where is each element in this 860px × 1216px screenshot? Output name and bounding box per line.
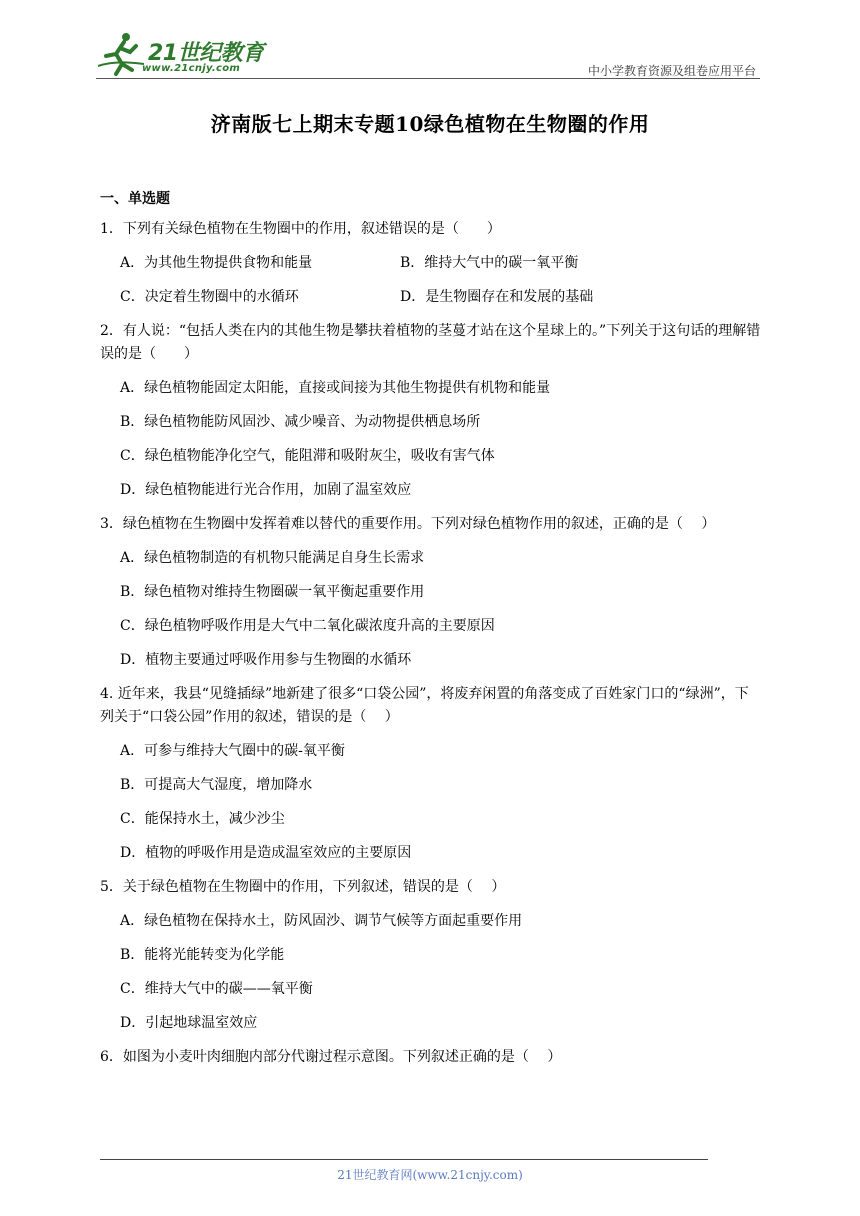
options [100,241,762,309]
option-b: B．绿色植物对维持生物圈碳一氧平衡起重要作用 [120,584,425,600]
section-heading: 一、单选题 [100,191,170,207]
question-stem: 5．关于绿色植物在生物圈中的作用，下列叙述，错误的是（ ） [100,879,506,895]
document-title: 济南版七上期末专题10绿色植物在生物圈的作用 [210,112,650,136]
option-a: A．为其他生物提供食物和能量 [120,255,313,271]
question-1 [100,218,762,309]
option-d: D．引起地球温室效应 [120,1015,258,1031]
question-stem: 4. 近年来，我县“见缝插绿”地新建了很多“口袋公园”，将废弃闲置的角落变成了百姓家门口的“绿洲”，下列关于“口袋公园”作用的叙述，错误的是（ ） [100,686,749,725]
footer-divider [100,1159,708,1160]
logo [96,30,266,78]
platform-label: 中小学教育资源及组卷应用平台 [587,64,756,78]
page-footer: 21世纪教育网(www.21cnjy.com) [337,1168,523,1182]
option-b: B．可提高大气湿度，增加降水 [120,777,313,793]
option-d: D．是生物圈存在和发展的基础 [400,289,594,305]
option-d: D．植物的呼吸作用是造成温室效应的主要原因 [120,845,412,861]
question-2 [100,320,762,502]
page-header [96,30,760,82]
question-4 [100,683,762,865]
logo-text: 21世纪教育 [148,41,264,66]
option-c: C．能保持水土，减少沙尘 [120,811,285,827]
question-stem: 6．如图为小麦叶肉细胞内部分代谢过程示意图。下列叙述正确的是（ ） [100,1049,562,1065]
option-a: A．绿色植物在保持水土，防风固沙、调节气候等方面起重要作用 [120,913,523,929]
option-b: B．能将光能转变为化学能 [120,947,285,963]
option-a: A．可参与维持大气圈中的碳-氧平衡 [120,743,345,759]
question-3 [100,513,762,672]
question-5 [100,876,762,1035]
question-6 [100,1046,762,1069]
option-a: A．绿色植物制造的有机物只能满足自身生长需求 [120,550,425,566]
logo-url: www.21cnjy.com [142,63,241,74]
option-a: A．绿色植物能固定太阳能，直接或间接为其他生物提供有机物和能量 [120,380,551,396]
question-stem: 1．下列有关绿色植物在生物圈中的作用，叙述错误的是（ ） [100,221,501,237]
option-c: C．绿色植物呼吸作用是大气中二氧化碳浓度升高的主要原因 [120,618,495,634]
option-c: C．决定着生物圈中的水循环 [120,289,299,305]
header-divider [96,78,760,79]
option-c: C．维持大气中的碳——氧平衡 [120,981,313,997]
question-stem: 3．绿色植物在生物圈中发挥着难以替代的重要作用。下列对绿色植物作用的叙述，正确的是（ ） [100,516,716,532]
option-d: D．植物主要通过呼吸作用参与生物圈的水循环 [120,652,412,668]
option-b: B．绿色植物能防风固沙、减少噪音、为动物提供栖息场所 [120,414,481,430]
question-stem: 2．有人说：“包括人类在内的其他生物是攀扶着植物的茎蔓才站在这个星球上的。”下列关于这句话的理解错误的是（ ） [100,323,761,362]
option-d: D．绿色植物能进行光合作用，加剧了温室效应 [120,482,412,498]
option-c: C．绿色植物能净化空气，能阻滞和吸附灰尘，吸收有害气体 [120,448,495,464]
question-list [100,188,762,1080]
option-b: B．维持大气中的碳一氧平衡 [400,255,579,271]
